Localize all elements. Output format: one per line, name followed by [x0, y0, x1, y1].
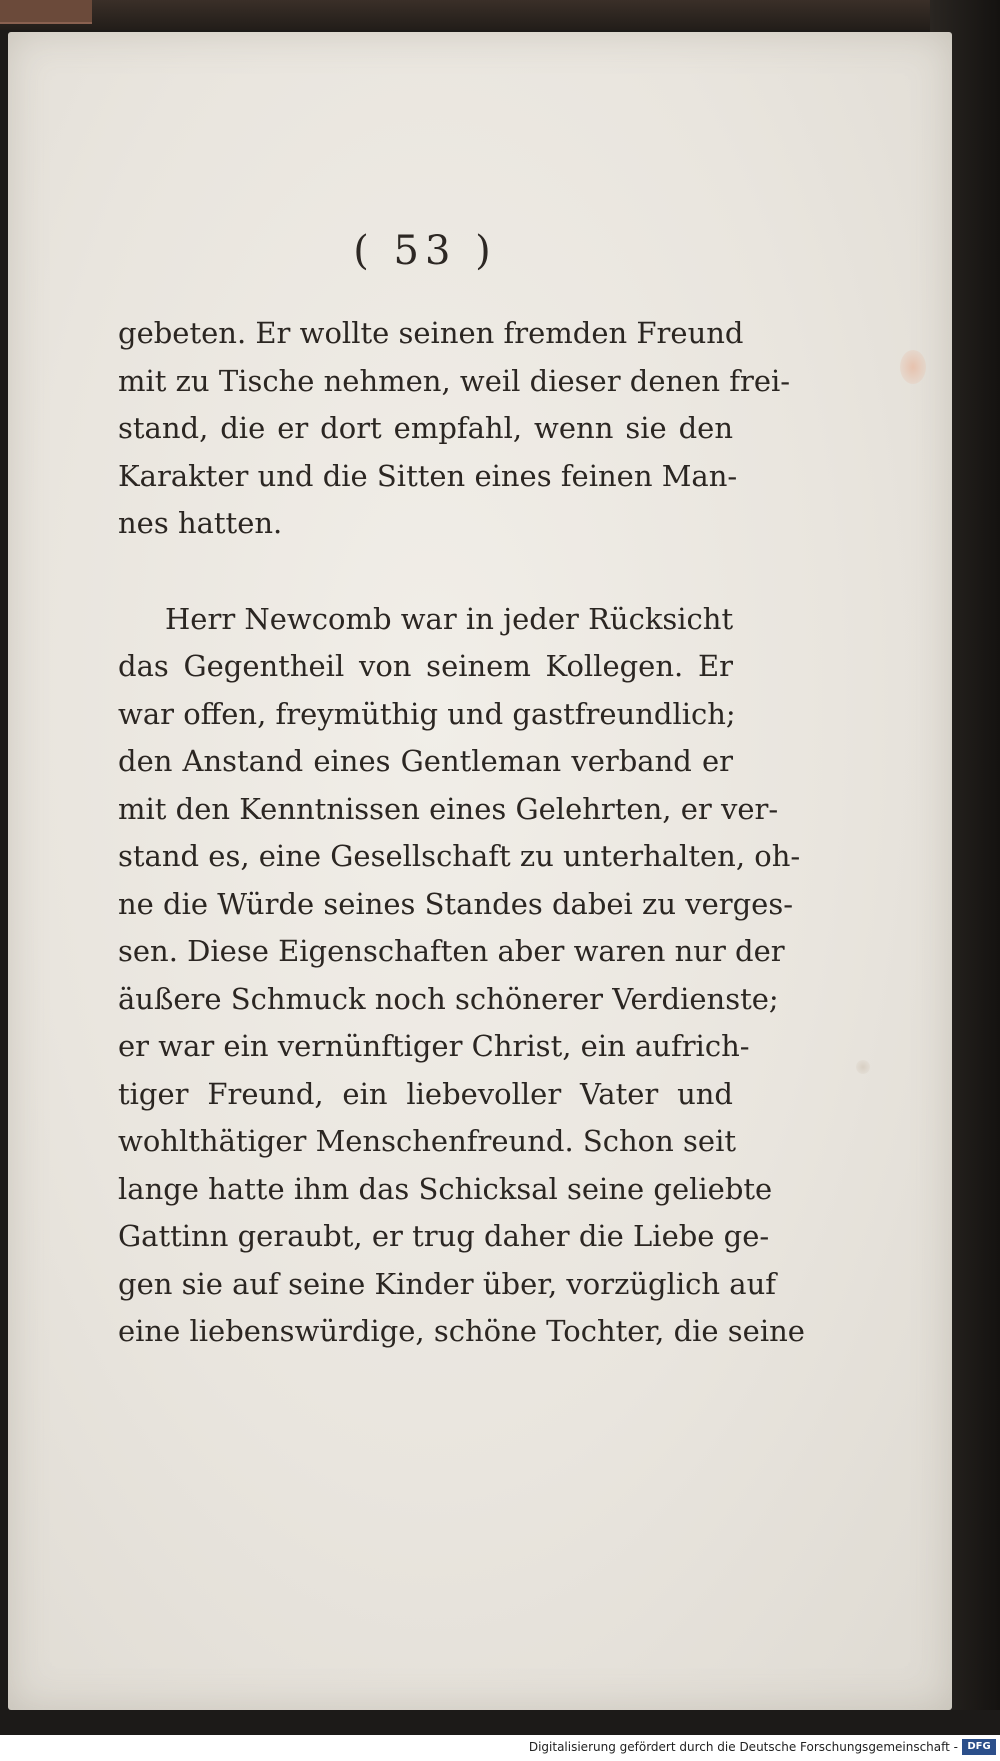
page-number: ( 53 )	[353, 228, 497, 274]
text-line: das Gegentheil von seinem Kollegen. Er	[118, 649, 733, 683]
text-line: ne die Würde seines Standes dabei zu verges-	[118, 886, 794, 921]
text-line: eine liebenswürdige, schöne Tochter, die seine	[118, 1314, 805, 1348]
text-line: mit zu Tische nehmen, weil dieser denen frei-	[118, 363, 791, 398]
text-line: Gattinn geraubt, er trug daher die Liebe ge-	[118, 1219, 770, 1253]
text-line: äußere Schmuck noch schönerer Verdienste;	[118, 981, 779, 1016]
text-line: nes hatten.	[118, 506, 283, 540]
paper-stain	[900, 350, 926, 384]
text-line: war offen, freymüthig und gastfreundlich;	[118, 696, 736, 731]
text-line: wohlthätiger Menschenfreund. Schon seit	[118, 1124, 736, 1158]
text-line: gebeten. Er wollte seinen fremden Freund	[118, 316, 744, 350]
book-edge-tab	[0, 0, 92, 24]
text-line: stand es, eine Gesellschaft zu unterhalten, oh-	[118, 839, 801, 873]
text-line: mit den Kenntnissen eines Gelehrten, er ver-	[118, 791, 779, 826]
digitization-footer	[0, 1735, 1000, 1761]
text-line: er war ein vernünftiger Christ, ein aufrich-	[118, 1029, 750, 1063]
funding-notice: Digitalisierung gefördert durch die Deutsche Forschungsgemeinschaft -	[528, 1740, 958, 1754]
text-line: lange hatte ihm das Schicksal seine geliebte	[118, 1171, 773, 1206]
text-line: gen sie auf seine Kinder über, vorzüglich auf	[118, 1266, 777, 1301]
dfg-logo: DFG	[962, 1739, 996, 1755]
text-line: den Anstand eines Gentleman verband er	[118, 744, 733, 778]
body-text	[118, 310, 805, 1356]
text-line: Herr Newcomb war in jeder Rücksicht	[165, 601, 734, 636]
text-line: sen. Diese Eigenschaften aber waren nur der	[118, 934, 785, 968]
scan-top-strip	[0, 0, 1000, 30]
text-line: stand, die er dort empfahl, wenn sie den	[118, 411, 733, 445]
paper-spot	[856, 1060, 870, 1074]
paragraph-gap	[118, 548, 733, 596]
text-line: Karakter und die Sitten eines feinen Man-	[118, 458, 738, 493]
text-line: tiger Freund, ein liebevoller Vater und	[118, 1076, 733, 1111]
